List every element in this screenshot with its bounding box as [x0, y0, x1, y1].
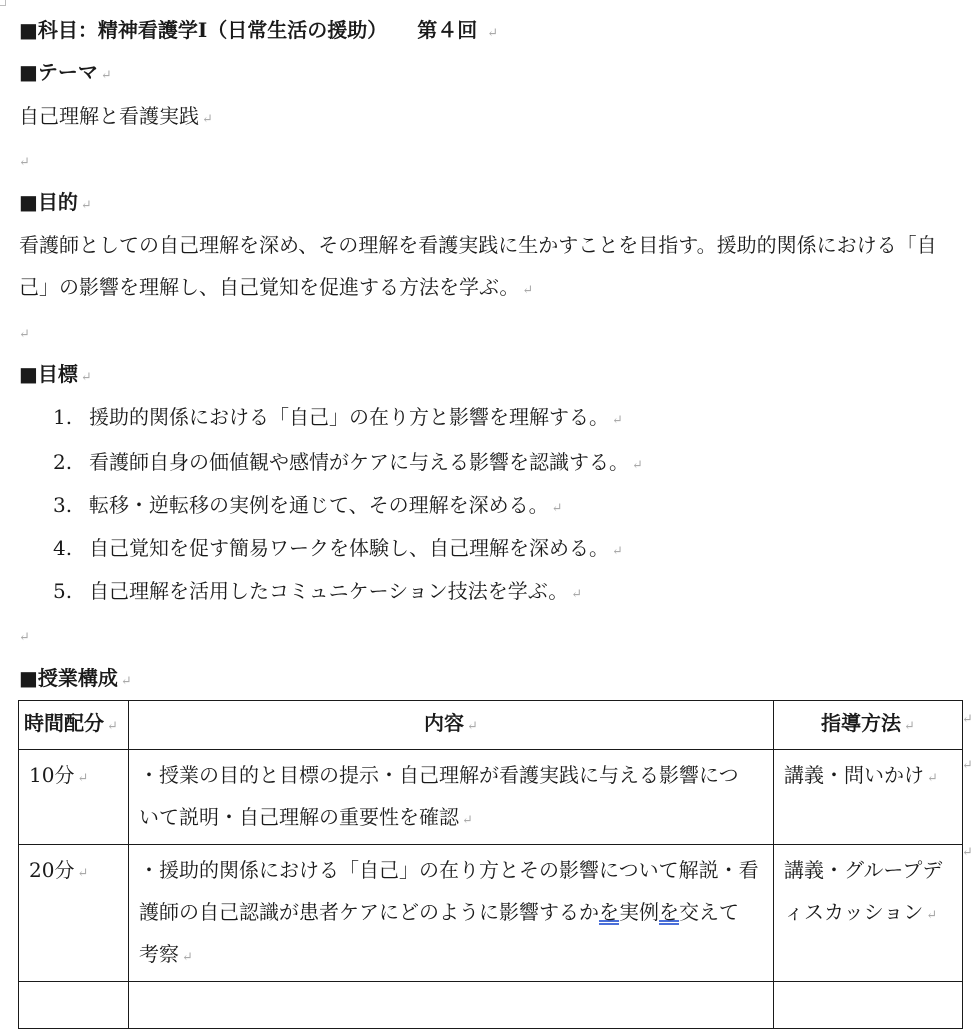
row-end-mark: ↵	[962, 845, 973, 860]
paragraph-mark: ↵	[612, 544, 623, 559]
paragraph-mark: ↵	[80, 198, 92, 213]
goal-number: 4.	[53, 536, 73, 560]
structure-heading-text: ■授業構成	[19, 666, 118, 690]
cell-mark: ↵	[927, 771, 938, 786]
goals-heading	[19, 360, 92, 392]
empty-paragraph	[19, 145, 30, 177]
paragraph-mark: ↵	[19, 327, 30, 342]
cell-mark: ↵	[77, 771, 89, 786]
cell-time	[19, 750, 129, 845]
grammar-flagged-text[interactable]: を	[599, 900, 619, 924]
theme-text-value: 自己理解と看護実践	[19, 104, 199, 128]
cell-time	[19, 845, 129, 982]
paragraph-mark: ↵	[19, 155, 30, 170]
grammar-flagged-text[interactable]: を	[659, 900, 679, 924]
cell-mark: ↵	[77, 866, 89, 881]
table-row	[19, 750, 963, 845]
goal-text: 自己覚知を促す簡易ワークを体験し、自己理解を深める。	[89, 536, 609, 560]
structure-heading	[19, 664, 132, 696]
row-end-mark: ↵	[962, 758, 973, 773]
column-header-label: 内容	[424, 711, 465, 735]
paragraph-mark: ↵	[571, 587, 583, 602]
purpose-line-1: 看護師としての自己理解を深め、その理解を看護実践に生かすことを目指す。援助的関係における「自	[19, 233, 937, 257]
goal-list-item	[53, 534, 623, 566]
goal-text: 援助的関係における「自己」の在り方と影響を理解する。	[89, 405, 609, 429]
theme-text	[19, 102, 213, 134]
paragraph-mark: ↵	[632, 458, 643, 473]
goal-number: 3.	[53, 493, 73, 517]
course-title	[19, 16, 498, 48]
cell-content	[129, 982, 774, 1029]
paragraph-mark: ↵	[202, 112, 213, 127]
column-header-method	[774, 701, 963, 750]
paragraph-mark: ↵	[551, 501, 563, 516]
method-text: 講義・グループデ	[784, 858, 943, 882]
purpose-line-2: 己」の影響を理解し、自己覚知を促進する方法を学ぶ。	[19, 275, 520, 299]
goals-heading-text: ■目標	[19, 362, 78, 386]
column-header-time	[19, 701, 129, 750]
table-header-row	[19, 701, 963, 750]
goal-number: 5.	[53, 579, 73, 603]
content-line	[139, 796, 763, 842]
course-title-text: ■科目：精神看護学Ⅰ（日常生活の援助）	[19, 18, 388, 42]
content-line	[139, 891, 763, 933]
paragraph-mark: ↵	[80, 370, 92, 385]
cell-content	[129, 750, 774, 845]
purpose-text-line-1	[19, 231, 937, 259]
goal-list-item	[53, 403, 623, 435]
cell-mark: ↵	[107, 719, 118, 734]
content-line: ・授業の目的と目標の提示・自己理解が看護実践に与える影響につ	[139, 763, 739, 787]
content-line	[139, 933, 763, 979]
cell-method	[774, 982, 963, 1029]
paragraph-mark: ↵	[100, 68, 112, 83]
goal-list-item	[53, 448, 643, 480]
column-header-label: 指導方法	[821, 711, 902, 735]
goal-number: 1.	[53, 405, 73, 429]
time-value: 20分	[29, 858, 75, 882]
paragraph-mark: ↵	[19, 630, 30, 645]
cell-mark: ↵	[182, 950, 193, 965]
content-text: いて説明・自己理解の重要性を確認	[139, 805, 459, 829]
method-text: ィスカッション	[784, 900, 924, 924]
method-line	[784, 891, 952, 937]
goal-number: 2.	[53, 450, 73, 474]
lesson-structure-table	[18, 700, 963, 1029]
cell-mark: ↵	[926, 908, 938, 923]
table-row	[19, 982, 963, 1029]
goal-text: 自己理解を活用したコミュニケーション技法を学ぶ。	[89, 579, 569, 603]
paragraph-mark: ↵	[612, 413, 623, 428]
cell-method	[774, 845, 963, 982]
goal-text: 転移・逆転移の実例を通じて、その理解を深める。	[89, 493, 549, 517]
theme-heading	[19, 58, 112, 90]
cell-mark: ↵	[904, 719, 915, 734]
column-header-label: 時間配分	[24, 711, 104, 735]
cell-mark: ↵	[462, 813, 473, 828]
cell-content	[129, 845, 774, 982]
session-number: 第４回	[417, 18, 478, 42]
purpose-text-line-2	[19, 273, 533, 305]
content-text: 護師の自己認識が患者ケアにどのように影響するか	[139, 900, 599, 924]
paragraph-mark: ↵	[522, 283, 534, 298]
empty-paragraph	[19, 317, 30, 349]
cell-method	[774, 750, 963, 845]
content-text: 考察	[139, 942, 179, 966]
content-text: 実例	[619, 900, 659, 924]
cell-time	[19, 982, 129, 1029]
column-header-content	[129, 701, 774, 750]
purpose-heading	[19, 188, 92, 220]
page-corner-mark	[0, 0, 6, 6]
content-text: 交えて	[679, 900, 739, 924]
table-row	[19, 845, 963, 982]
theme-heading-text: ■テーマ	[19, 60, 98, 84]
method-text: 講義・問いかけ	[784, 763, 924, 787]
paragraph-mark: ↵	[120, 674, 132, 689]
row-end-mark: ↵	[962, 712, 973, 727]
goal-text: 看護師自身の価値観や感情がケアに与える影響を認識する。	[89, 450, 629, 474]
goal-list-item	[53, 491, 563, 523]
empty-paragraph	[19, 620, 30, 652]
purpose-heading-text: ■目的	[19, 190, 78, 214]
content-line: ・援助的関係における「自己」の在り方とその影響について解説・看	[139, 858, 759, 882]
time-value: 10分	[29, 763, 75, 787]
paragraph-mark: ↵	[487, 26, 499, 41]
cell-mark: ↵	[467, 719, 478, 734]
goal-list-item	[53, 577, 582, 609]
